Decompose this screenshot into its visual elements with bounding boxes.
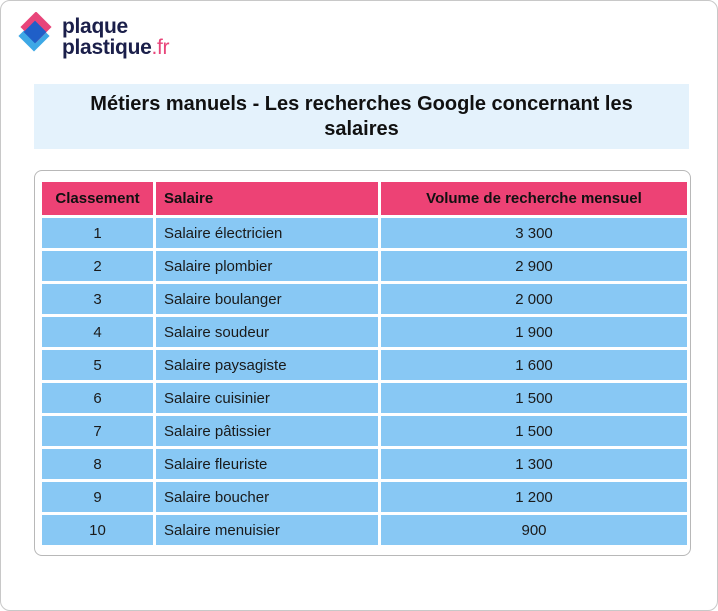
cell-volume: 1 200 (381, 482, 687, 512)
cell-volume: 2 900 (381, 251, 687, 281)
logo-line2 (62, 37, 169, 58)
salary-search-table (39, 179, 690, 548)
cell-rank: 5 (42, 350, 153, 380)
cell-salary: Salaire plombier (156, 251, 378, 281)
logo-line2-text: plastique (62, 36, 152, 59)
table-row (42, 284, 687, 314)
cell-volume: 1 600 (381, 350, 687, 380)
cell-salary: Salaire fleuriste (156, 449, 378, 479)
cell-salary: Salaire menuisier (156, 515, 378, 545)
cell-volume: 900 (381, 515, 687, 545)
cell-volume: 2 000 (381, 284, 687, 314)
logo-line1: plaque (62, 15, 128, 38)
header-salaire: Salaire (156, 182, 378, 215)
cell-rank: 8 (42, 449, 153, 479)
table-card (34, 170, 691, 556)
cell-rank: 1 (42, 218, 153, 248)
cell-salary: Salaire boulanger (156, 284, 378, 314)
table-header-row (42, 182, 687, 215)
header-volume: Volume de recherche mensuel (381, 182, 687, 215)
cell-rank: 9 (42, 482, 153, 512)
table-row (42, 449, 687, 479)
logo-wordmark (62, 16, 169, 58)
cell-salary: Salaire boucher (156, 482, 378, 512)
cell-rank: 4 (42, 317, 153, 347)
page-title: Métiers manuels - Les recherches Google concernant les salaires (90, 92, 633, 140)
brand-logo[interactable] (14, 12, 169, 62)
table-row (42, 251, 687, 281)
cell-volume: 1 300 (381, 449, 687, 479)
table-row (42, 317, 687, 347)
cell-volume: 1 500 (381, 416, 687, 446)
cell-volume: 1 900 (381, 317, 687, 347)
cell-volume: 1 500 (381, 383, 687, 413)
table-row (42, 416, 687, 446)
logo-tld: .fr (151, 36, 170, 59)
cell-rank: 10 (42, 515, 153, 545)
cell-rank: 3 (42, 284, 153, 314)
table-row (42, 515, 687, 545)
cell-volume: 3 300 (381, 218, 687, 248)
table-row (42, 350, 687, 380)
table-row (42, 218, 687, 248)
logo-diamond-icon (14, 12, 58, 62)
cell-rank: 6 (42, 383, 153, 413)
cell-salary: Salaire électricien (156, 218, 378, 248)
cell-salary: Salaire paysagiste (156, 350, 378, 380)
title-banner (34, 84, 689, 149)
cell-salary: Salaire soudeur (156, 317, 378, 347)
table-row (42, 482, 687, 512)
cell-salary: Salaire pâtissier (156, 416, 378, 446)
table-row (42, 383, 687, 413)
cell-rank: 2 (42, 251, 153, 281)
cell-salary: Salaire cuisinier (156, 383, 378, 413)
cell-rank: 7 (42, 416, 153, 446)
header-classement: Classement (42, 182, 153, 215)
